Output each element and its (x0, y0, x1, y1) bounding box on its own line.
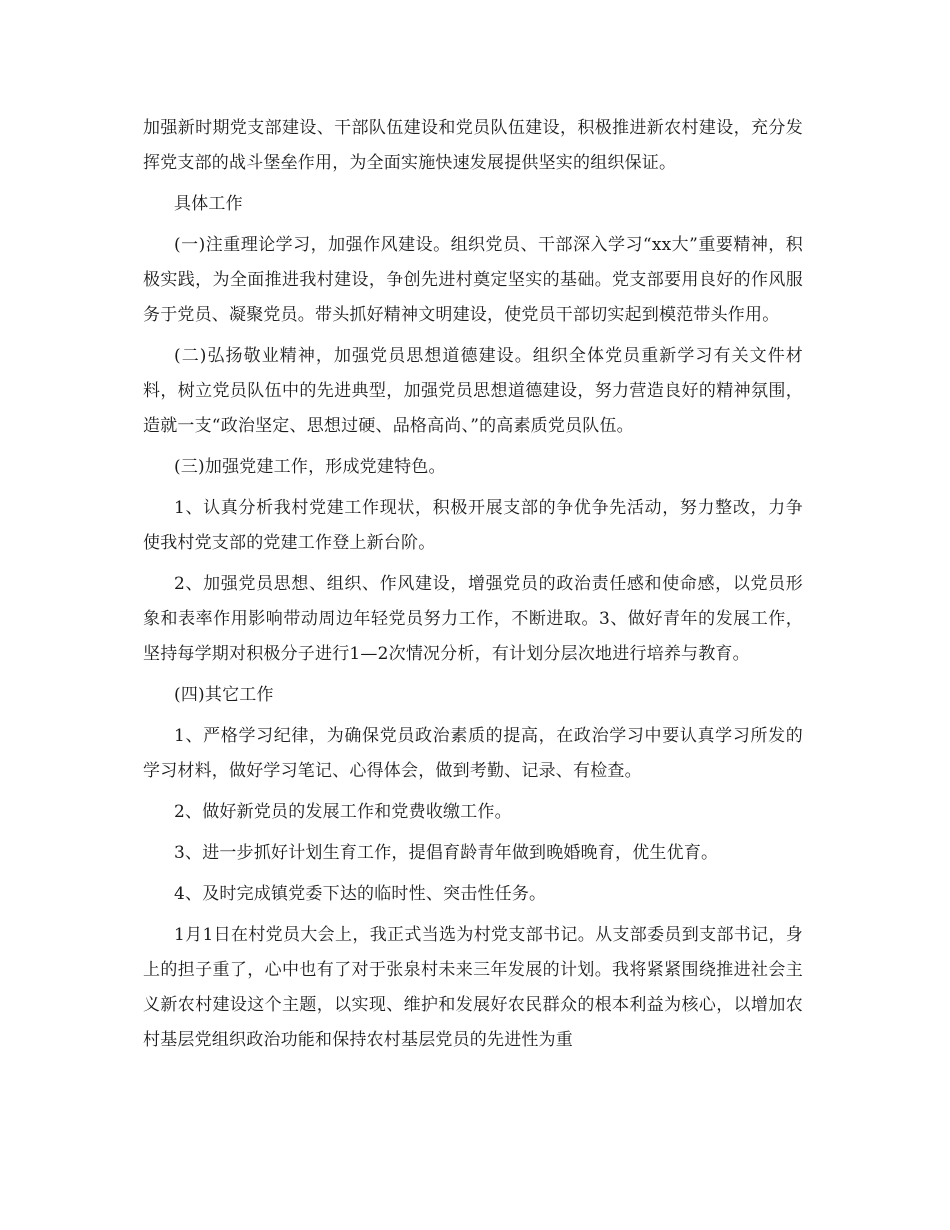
paragraph-intro: 加强新时期党支部建设、干部队伍建设和党员队伍建设，积极推进新农村建设，充分发挥党支部的战斗堡垒作用，为全面实施快速发展提供坚实的组织保证。 (143, 118, 803, 173)
paragraph-section-3-item-2: 2、加强党员思想、组织、作风建设，增强党员的政治责任感和使命感，以党员形象和表率作用影响带动周边年轻党员努力工作，不断进取。3、做好青年的发展工作，坚持每学期对积极分子进行1—2次情况分析，有计划分层次地进行培养与教育。 (143, 574, 803, 664)
paragraph-section-2: (二)弘扬敬业精神，加强党员思想道德建设。组织全体党员重新学习有关文件材料，树立党员队伍中的先进典型，加强党员思想道德建设，努力营造良好的精神氛围，造就一支“政治坚定、思想过硬、品格高尚、”的高素质党员队伍。 (143, 346, 803, 436)
paragraph-section-4-item-3: 3、进一步抓好计划生育工作，提倡育龄青年做到晚婚晚育，优生优育。 (174, 843, 719, 863)
paragraph-section-4-title: (四)其它工作 (174, 685, 274, 705)
paragraph-section-4-item-2: 2、做好新党员的发展工作和党费收缴工作。 (174, 802, 512, 822)
document-body (143, 111, 803, 1064)
paragraph-section-1: (一)注重理论学习，加强作风建设。组织党员、干部深入学习“xx大”重要精神，积极实践，为全面推进我村建设，争创先进村奠定坚实的基础。党支部要用良好的作风服务于党员、凝聚党员。带头抓好精神文明建设，使党员干部切实起到模范带头作用。 (143, 235, 803, 325)
paragraph-section-4-item-4: 4、及时完成镇党委下达的临时性、突击性任务。 (174, 884, 547, 904)
heading-specific-work: 具体工作 (174, 194, 243, 214)
paragraph-section-3-item-1: 1、认真分析我村党建工作现状，积极开展支部的争优争先活动，努力整改，力争使我村党支部的党建工作登上新台阶。 (143, 498, 803, 553)
paragraph-section-3-title: (三)加强党建工作，形成党建特色。 (174, 457, 446, 477)
paragraph-closing: 1月1日在村党员大会上，我正式当选为村党支部书记。从支部委员到支部书记，身上的担子重了，心中也有了对于张泉村未来三年发展的计划。我将紧紧围绕推进社会主义新农村建设这个主题，以实现、维护和发展好农民群众的根本利益为核心，以增加农村基层党组织政治功能和保持农村基层党员的先进性为重 (143, 925, 803, 1050)
paragraph-section-4-item-1: 1、严格学习纪律，为确保党员政治素质的提高，在政治学习中要认真学习所发的学习材料，做好学习笔记、心得体会，做到考勤、记录、有检查。 (143, 726, 803, 781)
